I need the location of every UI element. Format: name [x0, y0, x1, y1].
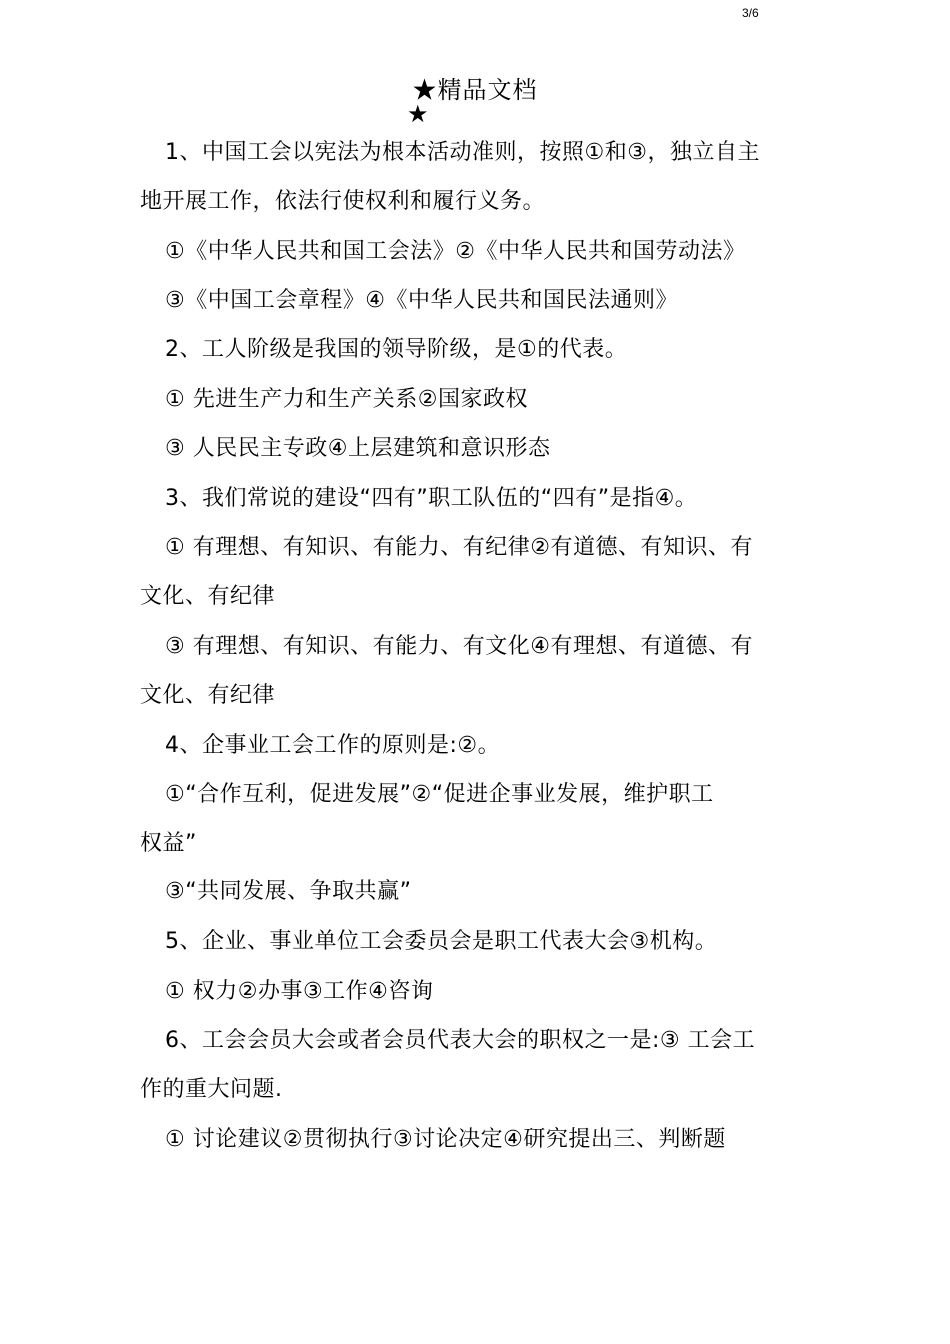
question-4-options-a-line-1: ①“合作互利，促进发展”②“促进企事业发展，维护职工 [165, 782, 714, 807]
question-4-options-b: ③“共同发展、争取共赢” [165, 879, 412, 904]
question-3-options-b-line-2: 文化、有纪律 [140, 683, 276, 708]
question-3-options-b-line-1: ③ 有理想、有知识、有能力、有文化④有理想、有道德、有 [165, 634, 753, 659]
page-number: 3/6 [742, 6, 759, 20]
document-header-title: ★精品文档 [412, 76, 538, 104]
question-1-options-b: ③《中国工会章程》④《中华人民共和国民法通则》 [165, 288, 678, 313]
question-2: 2、工人阶级是我国的领导阶级，是①的代表。 [165, 337, 628, 362]
question-1-line-1: 1、中国工会以宪法为根本活动准则，按照①和③，独立自主 [165, 140, 760, 165]
question-3-options-a-line-1: ① 有理想、有知识、有能力、有纪律②有道德、有知识、有 [165, 535, 753, 560]
question-3-options-a-line-2: 文化、有纪律 [140, 584, 276, 609]
question-4-options-a-line-2: 权益” [140, 831, 197, 856]
question-6-options: ① 讨论建议②贯彻执行③讨论决定④研究提出三、判断题 [165, 1127, 726, 1152]
question-2-options-b: ③ 人民民主专政④上层建筑和意识形态 [165, 436, 551, 461]
question-5: 5、企业、事业单位工会委员会是职工代表大会③机构。 [165, 929, 718, 954]
star-icon: ★ [407, 100, 429, 128]
question-4: 4、企事业工会工作的原则是:②。 [165, 733, 501, 758]
question-6-line-1: 6、工会会员大会或者会员代表大会的职权之一是:③ 工会工 [165, 1028, 756, 1053]
question-1-line-2: 地开展工作，依法行使权利和履行义务。 [140, 189, 546, 214]
question-3: 3、我们常说的建设“四有”职工队伍的“四有”是指④。 [165, 486, 698, 511]
question-6-line-2: 作的重大问题. [140, 1077, 283, 1102]
question-1-options-a: ①《中华人民共和国工会法》②《中华人民共和国劳动法》 [165, 239, 746, 264]
question-5-options: ① 权力②办事③工作④咨询 [165, 979, 434, 1004]
question-2-options-a: ① 先进生产力和生产关系②国家政权 [165, 387, 528, 412]
